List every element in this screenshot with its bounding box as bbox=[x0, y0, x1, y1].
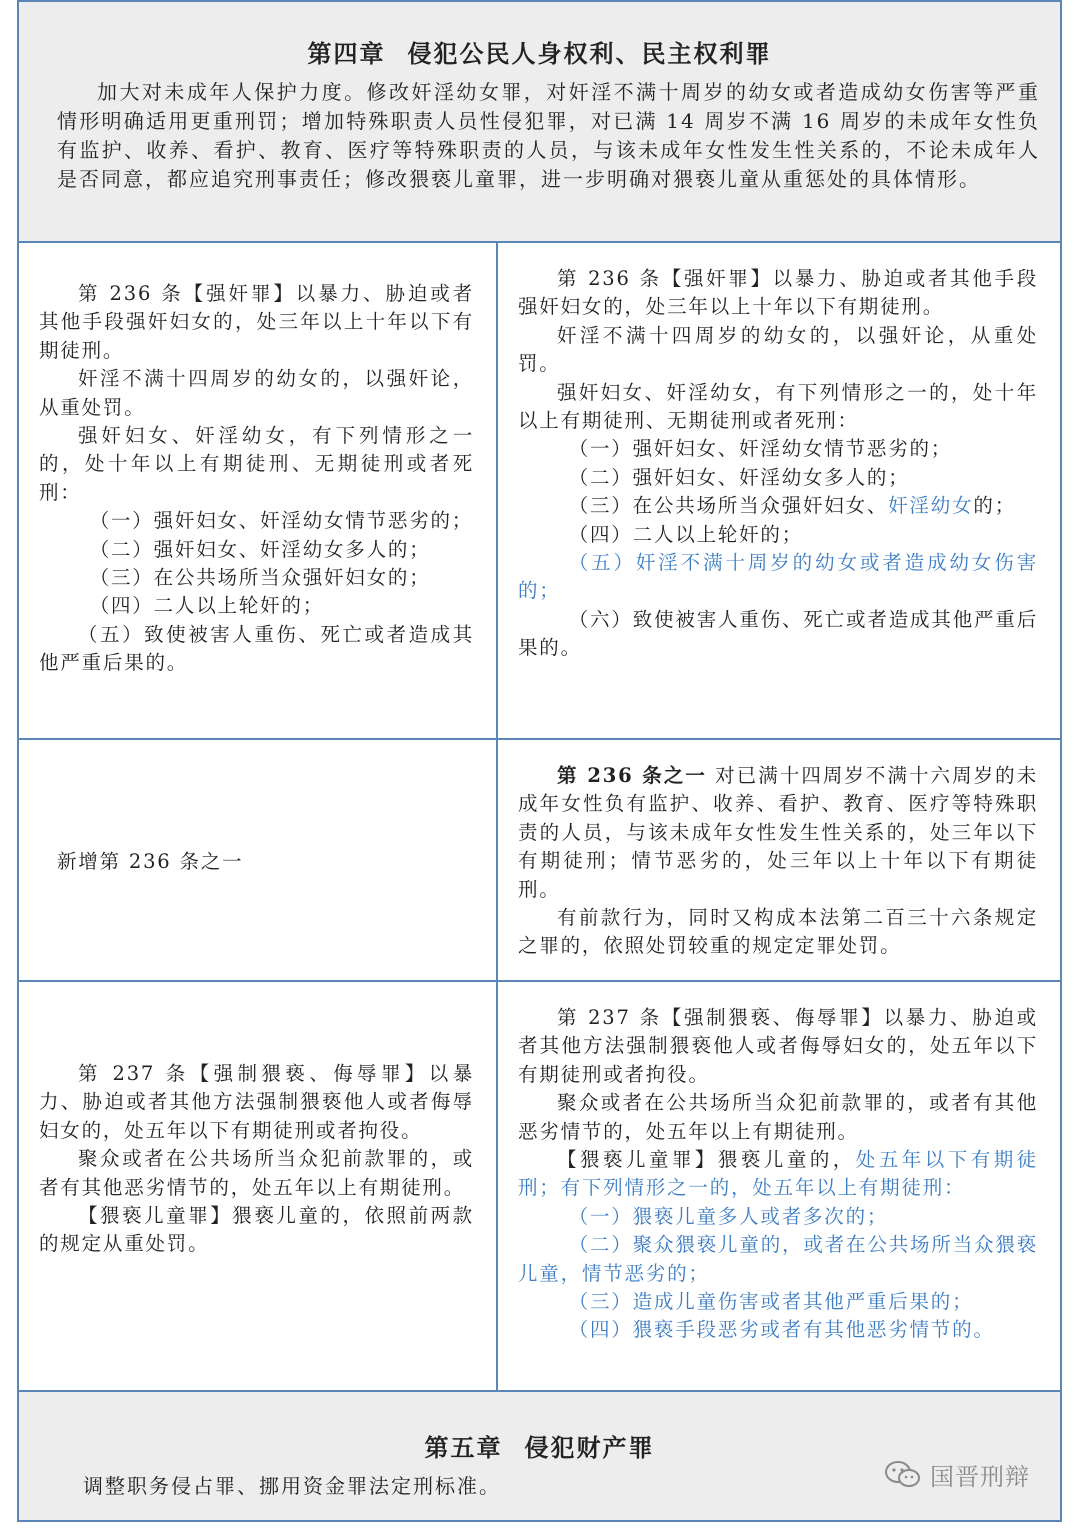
crime-name: 猥亵儿童罪 bbox=[100, 1204, 211, 1228]
chapter4-title bbox=[19, 34, 1060, 69]
crime-name: 猥亵儿童罪 bbox=[579, 1148, 695, 1172]
chapter5-summary: 调整职务侵占罪、挪用资金罪法定刑标准。 bbox=[83, 1474, 501, 1498]
row3-new-cell bbox=[496, 980, 1062, 1392]
row1-new-cell bbox=[496, 241, 1062, 740]
amended-list-item: （二）聚众猥亵儿童的，或者在公共场所当众猥亵儿童，情节恶劣的； bbox=[518, 1233, 1038, 1285]
article-number: 第 236 条【 bbox=[557, 267, 684, 290]
paragraph: 聚众或者在公共场所当众犯前款罪的，或者有其他恶劣情节的，处五年以上有期徒刑。 bbox=[39, 1147, 474, 1199]
paragraph: 强奸妇女、奸淫幼女，有下列情形之一的，处十年以上有期徒刑、无期徒刑或者死刑： bbox=[518, 380, 1038, 433]
list-item: （二）强奸妇女、奸淫幼女多人的； bbox=[568, 465, 910, 489]
watermark-text: 国晋刑辩 bbox=[930, 1463, 1030, 1491]
crime-name: 强制猥亵、侮辱罪 bbox=[683, 1006, 862, 1029]
paragraph: 奸淫不满十四周岁的幼女的，以强奸论，从重处罚。 bbox=[518, 323, 1038, 376]
amended-list-item: （五）奸淫不满十周岁的幼女或者造成幼女伤害的； bbox=[518, 551, 1038, 603]
list-item: （三）在公共场所当众强奸妇女的； bbox=[89, 566, 431, 590]
chapter5-header bbox=[17, 1390, 1062, 1522]
crime-name: 强制猥亵、侮辱罪 bbox=[213, 1062, 405, 1085]
row2-new-cell bbox=[496, 738, 1062, 982]
row3-new-text: 第 237 条【强制猥亵、侮辱罪】以暴力、胁迫或者其他方法强制猥亵他人或者侮辱妇女的，处五年以下有期徒刑或者拘役。 聚众或者在公共场所当众犯前款罪的，或者有其他恶劣情节的，处五年以上有期徒刑。 【猥亵儿童罪】猥亵儿童的，处五年以下有期徒刑；有下列情形之一的，处五年以上有期徒刑： （一）猥亵儿童多人或者多次的； （二）聚众猥亵儿童的，或者在公共场所当众猥亵儿童，情节恶劣的； （三）造成儿童伤害或者其他严重后果的； （四）猥亵手段恶劣或者有其他恶劣情节的。 bbox=[518, 1004, 1038, 1345]
list-item: （一）强奸妇女、奸淫幼女情节恶劣的； bbox=[89, 509, 474, 533]
row1-old-text bbox=[39, 280, 474, 678]
article-number: 第 236 条之一 bbox=[557, 764, 707, 787]
article-text: 】以暴力、胁迫或者其他方法强制猥亵他人或者侮辱妇女的，处五年以下有期徒刑或者拘役。 bbox=[39, 1062, 474, 1142]
article-number: 第 237 条【 bbox=[78, 1062, 214, 1085]
row1-old-cell bbox=[17, 241, 498, 740]
list-item: （一）强奸妇女、奸淫幼女情节恶劣的； bbox=[568, 437, 953, 461]
row2-new-text bbox=[518, 762, 1038, 961]
list-item: （二）强奸妇女、奸淫幼女多人的； bbox=[89, 537, 431, 561]
new-article-label: 新增第 236 条之一 bbox=[57, 850, 244, 873]
row1-new-text bbox=[518, 265, 1038, 663]
article-number: 第 236 条【 bbox=[78, 282, 207, 305]
paragraph: 聚众或者在公共场所当众犯前款罪的，或者有其他恶劣情节的，处五年以上有期徒刑。 bbox=[518, 1091, 1038, 1143]
row3-old-cell bbox=[17, 980, 498, 1392]
paragraph: 强奸妇女、奸淫幼女，有下列情形之一的，处十年以上有期徒刑、无期徒刑或者死刑： bbox=[39, 424, 474, 504]
row2-old-cell bbox=[17, 738, 498, 982]
article-text: 】以暴力、胁迫或者其他方法强制猥亵他人或者侮辱妇女的，处五年以下有期徒刑或者拘役。 bbox=[518, 1006, 1038, 1086]
watermark bbox=[884, 1457, 1030, 1492]
paragraph: 有前款行为，同时又构成本法第二百三十六条规定之罪的，依照处罚较重的规定定罪处罚。 bbox=[518, 906, 1038, 958]
amended-list-item: （三）造成儿童伤害或者其他严重后果的； bbox=[568, 1290, 974, 1314]
amended-text: 处五年以下有期徒刑；有下列情形之一的，处五年以上有期徒刑： bbox=[518, 1148, 1038, 1200]
chapter4-number: 第四章 bbox=[307, 39, 386, 68]
chapter4-summary: 加大对未成年人保护力度。修改奸淫幼女罪，对奸淫不满十周岁的幼女或者造成幼女伤害等严重情形明确适用更重刑罚；增加特殊职责人员性侵犯罪，对已满 14 周岁不满 16 周岁的未成年女性负有监护、收养、看护、教育、医疗等特殊职责的人员，与该未成年女性发生性关系的，不论未成年人是否同意，都应追究刑事责任；修改猥亵儿童罪，进一步明确对猥亵儿童从重惩处的具体情形。 bbox=[57, 80, 1040, 191]
list-item: （四）二人以上轮奸的； bbox=[89, 594, 324, 618]
list-item: （四）二人以上轮奸的； bbox=[568, 522, 803, 546]
article-number: 第 237 条【 bbox=[557, 1006, 684, 1029]
list-item: （三）在公共场所当众强奸妇女、奸淫幼女的； bbox=[568, 494, 1017, 518]
crime-name: 强奸罪 bbox=[206, 282, 274, 305]
chapter5-number: 第五章 bbox=[424, 1433, 503, 1462]
article-text: 】以暴力、胁迫或者其他手段强奸妇女的，处三年以上十年以下有期徒刑。 bbox=[518, 267, 1038, 319]
article-text: 】以暴力、胁迫或者其他手段强奸妇女的，处三年以上十年以下有期徒刑。 bbox=[39, 282, 474, 362]
row3-old-text: 第 237 条【强制猥亵、侮辱罪】以暴力、胁迫或者其他方法强制猥亵他人或者侮辱妇女的，处五年以下有期徒刑或者拘役。 聚众或者在公共场所当众犯前款罪的，或者有其他恶劣情节的，处五年以上有期徒刑。 【猥亵儿童罪】猥亵儿童的，依照前两款的规定从重处罚。 bbox=[39, 1062, 474, 1256]
chapter4-name: 侵犯公民人身权利、民主权利罪 bbox=[407, 39, 772, 68]
crime-name: 强奸罪 bbox=[683, 267, 751, 290]
amended-text: 奸淫幼女 bbox=[888, 494, 974, 518]
amended-list-item: （四）猥亵手段恶劣或者有其他恶劣情节的。 bbox=[568, 1318, 995, 1342]
chapter4-header bbox=[17, 0, 1062, 243]
article-text: 对已满十四周岁不满十六周岁的未成年女性负有监护、收养、看护、教育、医疗等特殊职责的人员，与该未成年女性发生性关系的，处三年以下有期徒刑；情节恶劣的，处三年以上十年以下有期徒刑。 bbox=[518, 764, 1039, 901]
list-item: （五）致使被害人重伤、死亡或者造成其他严重后果的。 bbox=[39, 622, 474, 675]
paragraph: 奸淫不满十四周岁的幼女的，以强奸论，从重处罚。 bbox=[39, 367, 474, 419]
wechat-icon bbox=[884, 1460, 922, 1490]
list-item: （六）致使被害人重伤、死亡或者造成其他严重后果的。 bbox=[518, 607, 1038, 660]
chapter5-name: 侵犯财产罪 bbox=[524, 1433, 655, 1462]
amended-list-item: （一）猥亵儿童多人或者多次的； bbox=[568, 1204, 889, 1228]
